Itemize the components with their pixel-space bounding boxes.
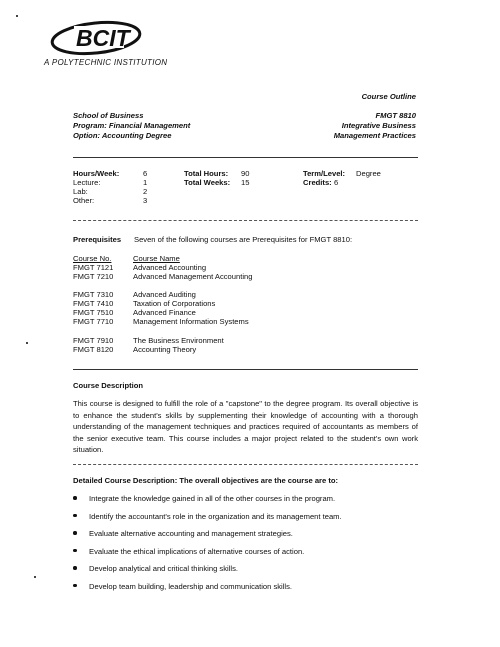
- course-no: FMGT 7510: [73, 308, 114, 317]
- term-level-value: Degree: [356, 169, 381, 178]
- other-value: 3: [143, 196, 148, 205]
- objective-item: Develop team building, leadership and communication skills.: [73, 582, 418, 600]
- total-weeks-value: 15: [241, 178, 250, 187]
- bullet-icon: [73, 514, 77, 518]
- total-weeks-label: Total Weeks:: [184, 178, 231, 187]
- bullet-icon: [73, 549, 77, 553]
- scan-speck: [26, 342, 28, 344]
- program-name: Program: Financial Management: [73, 121, 191, 130]
- scan-speck: [34, 576, 36, 578]
- total-hours-value: 90: [241, 169, 250, 178]
- logo-wordmark: BCIT: [76, 25, 130, 51]
- option-name: Option: Accounting Degree: [73, 131, 172, 140]
- course-name: Management Information Systems: [133, 317, 249, 326]
- lecture-value: 1: [143, 178, 148, 187]
- course-description-text: This course is designed to fulfill the role of a "capstone" to the degree program. Its overall objective is to enhance the student's skills by supplementing their knowledge of accounting with a thorough understanding of the management techniques and practices required of accountants as members of the senior executive team. This course includes a major project related to the student's own work situation.: [73, 399, 418, 454]
- course-name-header: Course Name: [133, 254, 180, 263]
- course-name: Advanced Accounting: [133, 263, 207, 272]
- logo-tagline: A POLYTECHNIC INSTITUTION: [44, 58, 168, 67]
- course-no: FMGT 7710: [73, 317, 114, 326]
- bcit-logo: [44, 18, 144, 58]
- lecture-label: Lecture:: [73, 178, 101, 187]
- course-outline-label: Course Outline: [361, 92, 416, 101]
- bullet-icon: [73, 496, 77, 500]
- course-no: FMGT 8120: [73, 345, 114, 354]
- credits-label: Credits:: [303, 178, 332, 187]
- objectives-list: [73, 494, 418, 599]
- course-no: FMGT 7210: [73, 272, 114, 281]
- course-no: FMGT 7910: [73, 336, 114, 345]
- credits-value: 6: [334, 178, 339, 187]
- objective-item: Identify the accountant's role in the organization and its management team.: [73, 512, 418, 530]
- course-title-line-1: Integrative Business: [341, 121, 416, 130]
- lab-label: Lab:: [73, 187, 88, 196]
- bullet-icon: [73, 531, 77, 535]
- course-no: FMGT 7121: [73, 263, 114, 272]
- bullet-icon: [73, 584, 77, 588]
- scan-speck: [16, 15, 18, 17]
- divider: [73, 157, 418, 158]
- course-name: Advanced Finance: [133, 308, 196, 317]
- course-name: Advanced Auditing: [133, 290, 196, 299]
- hours-week-label: Hours/Week:: [73, 169, 120, 178]
- objective-item: Evaluate the ethical implications of alternative courses of action.: [73, 547, 418, 565]
- bullet-icon: [73, 566, 77, 570]
- other-label: Other:: [73, 196, 95, 205]
- course-no: FMGT 7310: [73, 290, 114, 299]
- divider: [73, 464, 418, 465]
- course-name: The Business Environment: [133, 336, 224, 345]
- detailed-description-heading: Detailed Course Description: The overall objectives are the course are to:: [73, 476, 339, 485]
- course-no: FMGT 7410: [73, 299, 114, 308]
- prerequisites-label: Prerequisites: [73, 235, 122, 244]
- lab-value: 2: [143, 187, 148, 196]
- objective-item: Integrate the knowledge gained in all of the other courses in the program.: [73, 494, 418, 512]
- prerequisites-intro: Seven of the following courses are Prerequisites for FMGT 8810:: [134, 235, 353, 244]
- total-hours-label: Total Hours:: [184, 169, 229, 178]
- course-name: Taxation of Corporations: [133, 299, 216, 308]
- course-name: Advanced Management Accounting: [133, 272, 253, 281]
- school-name: School of Business: [73, 111, 144, 120]
- objective-item: Develop analytical and critical thinking skills.: [73, 564, 418, 582]
- course-description-heading: Course Description: [73, 381, 144, 390]
- objective-item: Evaluate alternative accounting and management strategies.: [73, 529, 418, 547]
- hours-week-value: 6: [143, 169, 148, 178]
- course-title-line-2: Management Practices: [333, 131, 416, 140]
- course-code: FMGT 8810: [375, 111, 416, 120]
- divider: [73, 369, 418, 370]
- course-no-header: Course No.: [73, 254, 112, 263]
- term-level-label: Term/Level:: [303, 169, 346, 178]
- course-name: Accounting Theory: [133, 345, 197, 354]
- divider: [73, 220, 418, 221]
